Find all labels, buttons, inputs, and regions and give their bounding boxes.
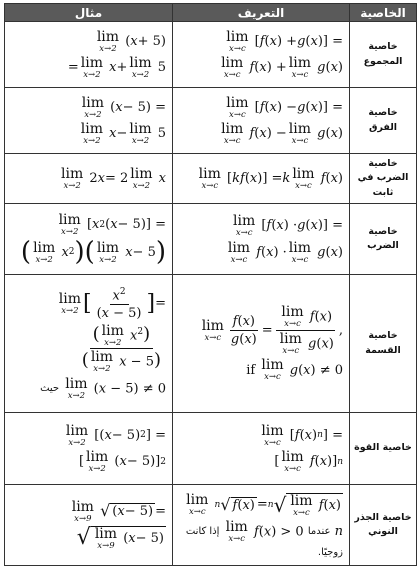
quotient-example: lim x→2 [ $\frac{x^2}{(x - 5)}$ ] = ( lim x→2 $x^2$) ( lim x→2 x − 5) حيث lim x→2 (x − 5) ≠ 0 (5, 275, 173, 413)
property-nth-root: خاصية الجذر النوني (350, 485, 417, 566)
header-example: مثال (5, 4, 173, 22)
power-definition: lim x→c [ f ( x ) n ] = [ lim x→c f ( x )] n (173, 413, 350, 485)
table-row (5, 154, 417, 204)
where-label: حيث (40, 383, 60, 395)
header-definition: التعريف (173, 4, 350, 22)
sum-example: lim x→2 ( x + 5) = lim x→2 x + lim x→2 5 (5, 22, 173, 88)
constant-multiple-definition: lim x→c [ kf ( x )] = k lim x→c f ( x ) (173, 154, 350, 204)
property-sum: خاصية المجموع (350, 22, 417, 88)
table-row (5, 485, 417, 566)
difference-example: lim x→2 ( x − 5) = lim x→2 x − lim x→2 5 (5, 88, 173, 154)
if-label-ar: إذا كانت (185, 526, 220, 538)
constant-multiple-example: lim x→2 2 x = 2 lim x→2 x (5, 154, 173, 204)
table-row (5, 204, 417, 275)
product-example: lim x→2 [ x 2 ( x − 5)] = ( lim x→2 x 2 ) ( lim x→2 x − 5 ) (5, 204, 173, 275)
table-row (5, 22, 417, 88)
property-product: خاصية الضرب (350, 204, 417, 275)
when-label-ar: عندما (307, 526, 331, 538)
table-row (5, 88, 417, 154)
table-header-row (5, 4, 417, 22)
limit-properties-sheet (4, 3, 416, 567)
header-property: الخاصية (350, 4, 417, 22)
root-example: lim x→9 √ ( x − 5) = √ lim x→9 ( x − 5) (5, 485, 173, 566)
power-example: lim x→2 [( x − 5) 2 ] = [ lim x→2 ( x − 5)] 2 (5, 413, 173, 485)
property-difference: خاصية الفرق (350, 88, 417, 154)
table-row (5, 413, 417, 485)
property-quotient: خاصية القسمة (350, 275, 417, 413)
property-constant-multiple: خاصية الضرب في ثابت (350, 154, 417, 204)
root-definition: lim x→c n √ f ( x ) = n √ lim x→c f ( x ) إذا كانت lim x→c f(x) > 0 عندما n زوجيًا. (173, 485, 350, 566)
product-definition: lim x→c [ f ( x ) · g ( x )] = lim x→c f ( x ) · lim x→c g ( x ) (173, 204, 350, 275)
limit-properties-table (4, 3, 417, 566)
quotient-definition: lim x→c $\frac{f(x)}{g(x)}$ = lim x→c f(x) lim x→c g(x) , if lim x→c g ( x ) ≠ 0 (173, 275, 350, 413)
property-power: خاصية القوة (350, 413, 417, 485)
even-label-ar: زوجيًا. (317, 546, 343, 558)
difference-definition: lim x→c [ f ( x ) − g ( x )] = lim x→c f ( x ) − lim x→c g ( x ) (173, 88, 350, 154)
table-row (5, 275, 417, 413)
sum-definition: lim x→c [ f ( x ) + g ( x )] = lim x→c f ( x ) + lim x→c g ( x ) (173, 22, 350, 88)
